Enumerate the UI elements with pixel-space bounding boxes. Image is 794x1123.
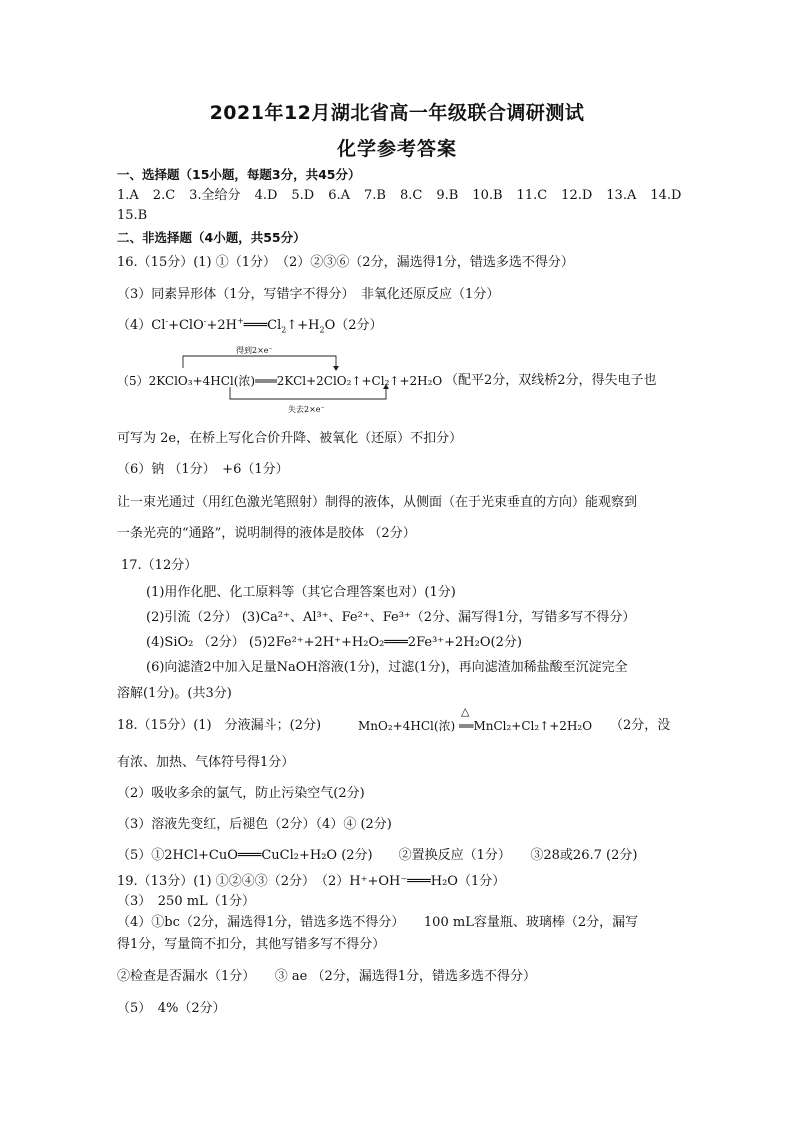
q17-line-2: (1)用作化肥、化工原料等（其它合理答案也对）(1分)	[146, 585, 456, 600]
q18-line-1-suffix: （2分，没	[610, 718, 671, 733]
mc-answer: 12.D	[561, 188, 593, 203]
section2-heading: 二、非选择题（4小题，共55分）	[117, 230, 306, 245]
mc-answer: 14.D	[650, 188, 682, 203]
mc-answer: 6.A	[328, 188, 351, 203]
q19-line-3: （4）①bc（2分，漏选得1分，错选多选不得分） 100 mL容量瓶、玻璃棒（2分，漏写	[117, 915, 639, 930]
mc-answer: 7.B	[364, 188, 386, 203]
mc-answer: 1.A	[117, 188, 139, 203]
mc-answer: 8.C	[399, 188, 423, 203]
q16-eq5: （5）2KClO₃+4HCl(浓)═══2KCl+2ClO₂↑+Cl₂↑+2H₂O	[117, 374, 443, 388]
bridge-loss-label: 失去2×e⁻	[288, 405, 325, 414]
mc-answer: 9.B	[436, 188, 459, 203]
mc-answer-15: 15.B	[117, 208, 148, 223]
mc-answer: 4.D	[254, 188, 278, 203]
page-title: 2021年12月湖北省高一年级联合调研测试	[209, 102, 585, 124]
q17-line-5: (6)向滤渣2中加入足量NaOH溶液(1分)，过滤(1分)，再向滤渣加稀盐酸至沉淀完全	[146, 660, 628, 675]
q19-line-6: （5） 4%（2分）	[117, 1001, 226, 1016]
q17-line-3: (2)引流（2分） (3)Ca²⁺、Al³⁺、Fe²⁺、Fe³⁺（2分、漏写得1分，写错多写不得分）	[146, 610, 636, 625]
q16-eq4-part5: ↑+H	[286, 318, 320, 333]
q17-line-6: 溶解(1分)。(共3分)	[117, 686, 232, 701]
mc-answer: 2.C	[152, 188, 176, 203]
section1-heading: 一、选择题（15小题，每题3分，共45分）	[117, 167, 361, 182]
q18-line-1-prefix: 18.（15分）(1) 分液漏斗；(2分)	[117, 718, 322, 733]
q16-line-8: 让一束光通过（用红色激光笔照射）制得的液体，从侧面（在于光束垂直的方向）能观察到	[117, 495, 638, 510]
q19-line-5: ②检查是否漏水（1分） ③ ae （2分，漏选得1分，错选多选不得分）	[117, 969, 537, 984]
q17-line-4: (4)SiO₂ （2分） (5)2Fe²⁺+2H⁺+H₂O₂═══2Fe³⁺+2H₂O(2分)	[146, 635, 522, 650]
mc-answer: 10.B	[472, 188, 503, 203]
mc-answer: 5.D	[291, 188, 315, 203]
q19-line-2: （3） 250 mL（1分）	[117, 894, 255, 909]
bridge-gain-label: 得到2×e⁻	[236, 346, 273, 355]
q18-line-4: （3）溶液先变红，后褪色（2分）（4）④ (2分)	[117, 817, 392, 832]
q16-eq4-part3: +2H	[206, 318, 237, 333]
mc-answer: 13.A	[606, 188, 637, 203]
q18-heat-symbol: △	[461, 705, 470, 718]
page-subtitle: 化学参考答案	[336, 138, 457, 160]
q18-line-5: （5）①2HCl+CuO═══CuCl₂+H₂O (2分) ②置换反应（1分） ③28或26.7 (2分)	[117, 848, 638, 863]
q16-line-5-note: （配平2分，双线桥2分，得失电子也	[445, 373, 657, 388]
q18-line-3: （2）吸收多余的氯气，防止污染空气(2分)	[117, 786, 365, 801]
q16-line-7: （6）钠 （1分） +6（1分）	[117, 462, 289, 477]
q16-eq4-part2: +ClO	[168, 318, 204, 333]
q16-eq4-part6: O（2分）	[324, 318, 383, 333]
q16-eq4-part1: （4）Cl	[117, 318, 166, 333]
q19-line-1: 19.（13分）(1) ①②④③（2分） （2）H⁺+OH⁻═══H₂O（1分）	[117, 874, 506, 889]
q18-line-2: 有浓、加热、气体符号得1分）	[117, 755, 295, 770]
q16-eq4-part4: ═══Cl	[243, 318, 282, 333]
mc-answer: 3.全给分	[189, 188, 241, 203]
q16-line-9: 一条光亮的“通路”，说明制得的液体是胶体 （2分）	[117, 526, 416, 541]
q16-line-2: （3）同素异形体（1分，写错字不得分） 非氧化还原反应（1分）	[117, 287, 500, 302]
q16-line-3: $(4)Cl^-+ClO^-+2H^+═══Cl_2↑+H_2O(2$分）	[117, 316, 383, 335]
q18-eq1: MnO₂+4HCl(浓) ══MnCl₂+Cl₂↑+2H₂O	[358, 719, 593, 733]
q16-line-6: 可写为 2e，在桥上写化合价升降、被氧化（还原）不扣分）	[117, 431, 463, 446]
q16-line-1: 16.（15分）(1) ①（1分） （2）②③⑥（2分，漏选得1分，错选多选不得分）	[117, 255, 574, 270]
mc-answer: 11.C	[516, 188, 548, 203]
q17-line-1: 17.（12分）	[121, 558, 198, 573]
q19-line-4: 得1分，写量筒不扣分，其他写错多写不得分）	[117, 937, 386, 952]
